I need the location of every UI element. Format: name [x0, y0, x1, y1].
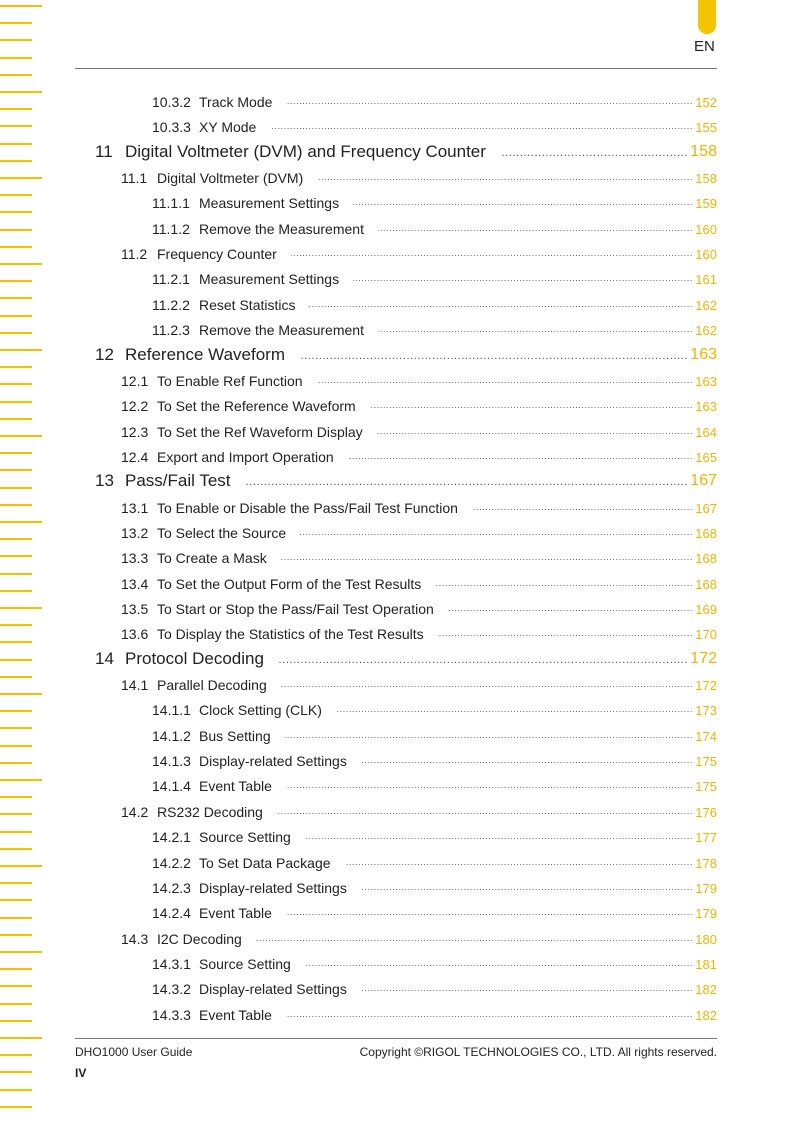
toc-entry[interactable] — [0, 574, 717, 594]
toc-page-number[interactable]: 155 — [695, 120, 717, 136]
toc-section-number: 11.2 — [121, 246, 148, 263]
toc-entry[interactable] — [0, 269, 717, 289]
toc-entry[interactable] — [0, 827, 717, 847]
toc-section-number: 11.1 — [121, 170, 148, 187]
toc-dot-leader — [305, 954, 693, 974]
toc-dot-leader — [348, 447, 693, 467]
toc-section-number: 12.1 — [121, 372, 149, 389]
toc-dot-leader — [277, 802, 693, 822]
toc-section-number: 11 — [95, 141, 113, 161]
toc-dot-leader — [270, 117, 693, 137]
toc-page-number[interactable]: 165 — [695, 449, 717, 465]
toc-section-number: 13.1 — [121, 499, 149, 516]
toc-dot-leader — [500, 142, 688, 166]
toc-entry[interactable] — [0, 751, 717, 771]
toc-section-number: 10.3.2 — [152, 94, 191, 110]
toc-page-number[interactable]: 152 — [695, 95, 717, 110]
toc-entry[interactable] — [0, 142, 717, 166]
toc-dot-leader — [317, 168, 693, 188]
toc-section-title: Measurement Settings — [199, 195, 340, 212]
toc-section-number: 13.4 — [121, 575, 149, 592]
toc-section-number: 14.2.3 — [152, 879, 191, 896]
toc-section-number: 13.6 — [121, 626, 149, 643]
toc-dot-leader — [353, 193, 693, 213]
toc-page-number[interactable]: 170 — [695, 627, 717, 643]
toc-entry[interactable] — [0, 422, 717, 442]
toc-section-number: 11.2.2 — [152, 296, 190, 313]
language-label: EN — [694, 38, 715, 55]
toc-section-title: Bus Setting — [199, 727, 271, 744]
toc-dot-leader — [286, 776, 693, 796]
toc-section-title: Track Mode — [199, 94, 273, 110]
toc-entry[interactable] — [0, 548, 717, 568]
toc-page-number[interactable]: 172 — [690, 649, 717, 667]
toc-entry[interactable] — [0, 320, 717, 340]
toc-dot-leader — [317, 371, 693, 391]
toc-page-number[interactable]: 168 — [695, 551, 717, 567]
toc-section-title: Reset Statistics — [199, 296, 296, 313]
toc-dot-leader — [281, 675, 693, 695]
toc-dot-leader — [361, 979, 693, 999]
toc-section-title: Event Table — [199, 905, 272, 922]
copyright-notice: Copyright ©RIGOL TECHNOLOGIES CO., LTD. All rights reserved. — [359, 1045, 717, 1059]
toc-page-number[interactable]: 158 — [690, 142, 717, 160]
toc-dot-leader — [286, 903, 693, 923]
toc-entry[interactable] — [0, 92, 717, 112]
toc-entry[interactable] — [0, 447, 717, 467]
page-number: IV — [75, 1066, 87, 1080]
toc-dot-leader — [448, 599, 693, 619]
toc-entry[interactable] — [0, 979, 717, 999]
toc-section-title: Display-related Settings — [199, 981, 347, 998]
footer-divider — [75, 1038, 717, 1039]
toc-page-number[interactable]: 178 — [695, 855, 717, 871]
toc-section-title: To Enable Ref Function — [157, 372, 303, 389]
toc-section-title: Source Setting — [199, 955, 291, 972]
toc-entry[interactable] — [0, 802, 717, 822]
toc-section-number: 13 — [95, 471, 114, 491]
toc-entry[interactable] — [0, 776, 717, 796]
toc-page-number[interactable]: 159 — [695, 196, 717, 212]
toc-section-number: 13.2 — [121, 524, 149, 541]
toc-dot-leader — [299, 345, 688, 369]
toc-dot-leader — [378, 320, 693, 340]
toc-entry[interactable] — [0, 954, 717, 974]
toc-entry[interactable] — [0, 168, 717, 188]
toc-section-title: Pass/Fail Test — [125, 471, 231, 491]
toc-entry[interactable] — [0, 700, 717, 720]
toc-section-number: 14.3 — [121, 930, 149, 947]
toc-entry[interactable] — [0, 244, 717, 264]
toc-dot-leader — [438, 624, 693, 644]
toc-section-number: 12.3 — [121, 423, 149, 440]
toc-entry[interactable] — [0, 726, 717, 746]
toc-entry[interactable] — [0, 523, 717, 543]
toc-page-number[interactable]: 163 — [690, 345, 717, 363]
toc-section-number: 12 — [95, 344, 114, 364]
toc-section-title: To Display the Statistics of the Test Results — [157, 626, 424, 643]
toc-dot-leader — [336, 700, 693, 720]
toc-entry[interactable] — [0, 193, 717, 213]
toc-page-number[interactable]: 168 — [695, 576, 717, 592]
toc-section-title: RS232 Decoding — [157, 803, 263, 820]
toc-entry[interactable] — [0, 295, 717, 315]
toc-dot-leader — [345, 853, 693, 873]
toc-entry[interactable] — [0, 929, 717, 949]
toc-section-number: 14.1.1 — [152, 702, 191, 719]
toc-dot-leader — [353, 269, 693, 289]
toc-section-number: 14.1.3 — [152, 753, 191, 770]
toc-section-title: Event Table — [199, 1006, 272, 1023]
toc-page-number[interactable]: 182 — [695, 982, 717, 998]
toc-section-number: 14.2.2 — [152, 854, 191, 871]
toc-section-title: Event Table — [199, 778, 272, 795]
toc-page-number[interactable]: 174 — [695, 728, 717, 744]
toc-section-number: 13.5 — [121, 601, 149, 617]
toc-entry[interactable] — [0, 853, 717, 873]
toc-page-number[interactable]: 161 — [695, 272, 717, 288]
toc-dot-leader — [309, 295, 693, 315]
toc-section-title: Digital Voltmeter (DVM) and Frequency Counter — [125, 141, 486, 161]
toc-section-number: 14.2.1 — [152, 829, 191, 846]
toc-entry[interactable] — [0, 599, 717, 619]
toc-page-number[interactable]: 176 — [695, 804, 717, 820]
toc-section-number: 12.4 — [121, 448, 149, 465]
toc-page-number[interactable]: 180 — [695, 931, 717, 947]
toc-page-number[interactable]: 163 — [695, 399, 717, 415]
toc-page-number[interactable]: 160 — [695, 221, 717, 237]
toc-dot-leader — [378, 219, 693, 239]
toc-section-title: To Create a Mask — [157, 550, 267, 567]
toc-entry[interactable] — [0, 903, 717, 923]
toc-section-title: To Set the Output Form of the Test Results — [157, 575, 422, 592]
toc-page-number[interactable]: 175 — [695, 754, 717, 770]
toc-section-number: 11.2.3 — [152, 322, 190, 339]
toc-dot-leader — [472, 498, 693, 518]
toc-section-title: To Select the Source — [157, 524, 287, 541]
toc-dot-leader — [291, 244, 693, 264]
toc-dot-leader — [245, 471, 688, 495]
toc-section-number: 11.2.1 — [152, 271, 190, 288]
toc-section-number: 14.3.3 — [152, 1006, 191, 1023]
toc-dot-leader — [256, 929, 693, 949]
toc-section-title: To Start or Stop the Pass/Fail Test Operation — [157, 601, 434, 617]
toc-dot-leader — [377, 422, 693, 442]
toc-page-number[interactable]: 173 — [695, 703, 717, 719]
toc-page-number[interactable]: 164 — [695, 424, 717, 440]
toc-entry[interactable] — [0, 649, 717, 673]
toc-entry[interactable] — [0, 219, 717, 239]
toc-section-title: To Set Data Package — [199, 854, 331, 871]
toc-section-title: Digital Voltmeter (DVM) — [157, 170, 304, 187]
toc-section-title: Export and Import Operation — [157, 448, 334, 465]
toc-entry[interactable] — [0, 675, 717, 695]
toc-page-number[interactable]: 182 — [695, 1007, 717, 1023]
toc-entry[interactable] — [0, 345, 717, 369]
toc-entry[interactable] — [0, 371, 717, 391]
toc-section-title: Source Setting — [199, 829, 291, 846]
toc-entry[interactable] — [0, 498, 717, 518]
toc-dot-leader — [278, 649, 688, 673]
toc-section-number: 11.1.2 — [152, 220, 190, 237]
toc-section-title: Remove the Measurement — [199, 220, 364, 237]
toc-page-number[interactable]: 158 — [695, 171, 717, 187]
toc-dot-leader — [305, 827, 693, 847]
toc-section-title: Protocol Decoding — [125, 648, 264, 668]
toc-page-number[interactable]: 179 — [695, 880, 717, 896]
toc-section-number: 14.3.2 — [152, 981, 191, 998]
toc-dot-leader — [286, 1005, 693, 1025]
toc-section-title: Display-related Settings — [199, 879, 347, 896]
toc-section-number: 13.3 — [121, 550, 149, 567]
toc-entry[interactable] — [0, 396, 717, 416]
toc-section-number: 10.3.3 — [152, 119, 191, 136]
toc-section-number: 14.1.4 — [152, 778, 191, 795]
toc-section-title: Clock Setting (CLK) — [199, 702, 322, 719]
toc-section-title: Remove the Measurement — [199, 322, 364, 339]
toc-section-title: To Set the Ref Waveform Display — [157, 423, 363, 440]
toc-page-number[interactable]: 160 — [695, 247, 717, 263]
toc-section-title: Display-related Settings — [199, 753, 347, 770]
toc-page-number[interactable]: 162 — [695, 323, 717, 339]
toc-section-title: XY Mode — [199, 119, 257, 136]
toc-section-number: 14.2 — [121, 803, 149, 820]
toc-section-title: Frequency Counter — [157, 246, 277, 263]
toc-dot-leader — [285, 726, 693, 746]
toc-dot-leader — [286, 92, 693, 112]
toc-dot-leader — [361, 751, 693, 771]
toc-dot-leader — [281, 548, 693, 568]
toc-section-number: 14.3.1 — [152, 955, 191, 972]
toc-section-number: 14.2.4 — [152, 905, 191, 922]
toc-page-number[interactable]: 169 — [695, 602, 717, 617]
toc-section-number: 14.1.2 — [152, 727, 191, 744]
toc-page-number[interactable]: 177 — [695, 830, 717, 846]
toc-section-title: Reference Waveform — [125, 344, 285, 364]
toc-page-number[interactable]: 163 — [695, 373, 717, 389]
toc-section-title: To Enable or Disable the Pass/Fail Test Function — [157, 499, 458, 516]
toc-section-title: I2C Decoding — [157, 930, 242, 947]
toc-section-number: 14 — [95, 648, 114, 668]
toc-page-number[interactable]: 179 — [695, 906, 717, 922]
document-title: DHO1000 User Guide — [75, 1045, 193, 1059]
toc-dot-leader — [370, 396, 693, 416]
toc-entry[interactable] — [0, 117, 717, 137]
toc-page-number[interactable]: 168 — [695, 525, 717, 541]
toc-dot-leader — [435, 574, 693, 594]
toc-page-number[interactable]: 162 — [695, 297, 717, 313]
toc-dot-leader — [300, 523, 693, 543]
toc-section-title: Parallel Decoding — [157, 677, 267, 694]
toc-section-title: Measurement Settings — [199, 271, 340, 288]
toc-page-number[interactable]: 167 — [695, 500, 717, 516]
toc-entry[interactable] — [0, 471, 717, 495]
toc-page-number[interactable]: 167 — [690, 472, 717, 490]
toc-page-number[interactable]: 175 — [695, 779, 717, 795]
toc-entry[interactable] — [0, 1005, 717, 1025]
toc-section-number: 14.1 — [121, 677, 149, 694]
toc-section-number: 12.2 — [121, 398, 149, 415]
toc-dot-leader — [361, 878, 693, 898]
toc-entry[interactable] — [0, 878, 717, 898]
toc-entry[interactable] — [0, 624, 717, 644]
toc-section-title: To Set the Reference Waveform — [157, 398, 356, 415]
toc-section-number: 11.1.1 — [152, 195, 190, 212]
toc-page-number[interactable]: 172 — [695, 678, 717, 694]
toc-page-number[interactable]: 181 — [695, 956, 717, 972]
